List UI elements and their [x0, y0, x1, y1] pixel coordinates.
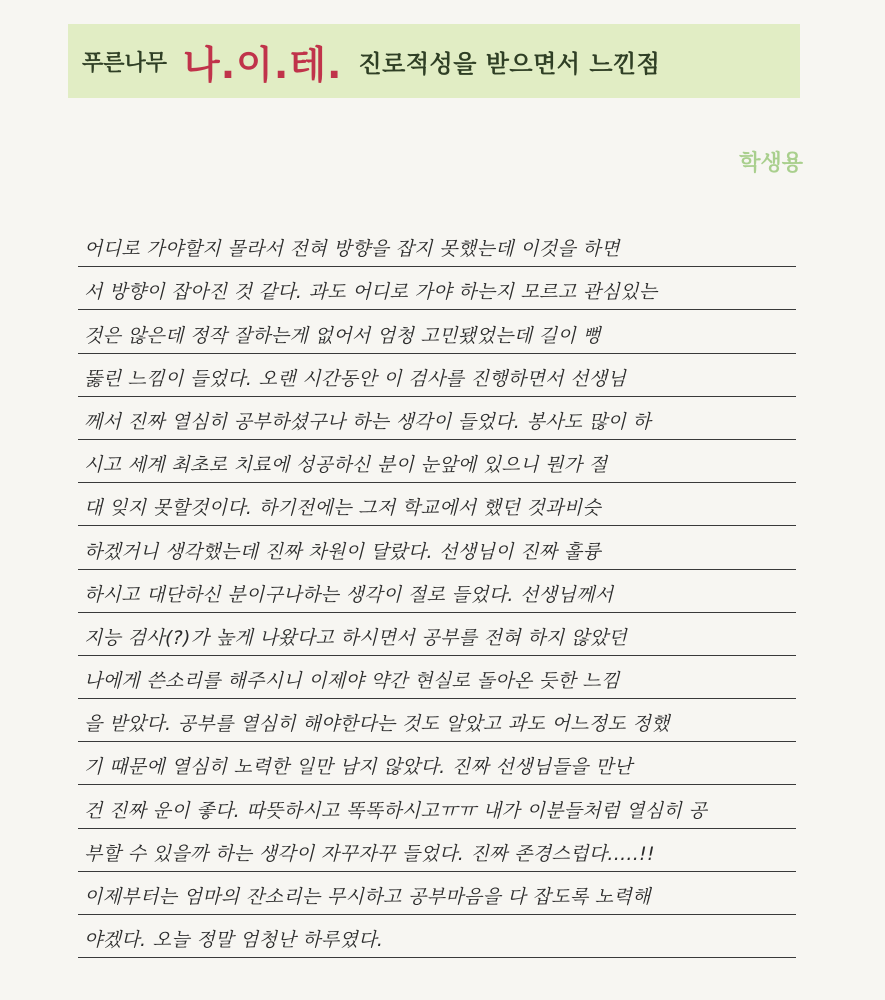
- ruled-line: [78, 267, 796, 310]
- header-banner: [68, 24, 800, 98]
- handwritten-text: 지능 검사(?)가 높게 나왔다고 하시면서 공부를 전혀 하지 않았던: [84, 626, 627, 649]
- handwritten-text: 시고 세계 최초로 치료에 성공하신 분이 눈앞에 있으니 뭔가 절: [84, 454, 608, 477]
- ruled-line: [78, 483, 796, 526]
- handwritten-text: 하겠거니 생각했는데 진짜 차원이 달랐다. 선생님이 진짜 훌륭: [84, 540, 602, 563]
- ruled-line: [78, 699, 796, 742]
- header-title: 진로적성을 받으면서 느낀점: [358, 49, 661, 78]
- ruled-line: [78, 829, 796, 872]
- handwritten-text: 야겠다. 오늘 정말 엄청난 하루였다.: [84, 929, 384, 952]
- handwritten-text: 건 진짜 운이 좋다. 따뜻하시고 똑똑하시고ㅠㅠ 내가 이분들처럼 열심히 공: [84, 799, 708, 822]
- header-brand: 나.이.테.: [183, 42, 343, 87]
- ruled-line: [78, 440, 796, 483]
- handwritten-text: 이제부터는 엄마의 잔소리는 무시하고 공부마음을 다 잡도록 노력해: [84, 886, 651, 908]
- ruled-line: [78, 310, 796, 353]
- ruled-line: [78, 915, 796, 958]
- student-tag: 학생용: [739, 151, 803, 176]
- handwritten-text: 대 잊지 못할것이다. 하기전에는 그저 학교에서 했던 것과비슷: [84, 497, 602, 520]
- handwritten-text: 부할 수 있을까 하는 생각이 자꾸자꾸 들었다. 진짜 존경스럽다.....!!: [84, 842, 655, 865]
- handwritten-text: 하시고 대단하신 분이구나하는 생각이 절로 들었다. 선생님께서: [84, 583, 614, 606]
- ruled-line: [78, 785, 796, 828]
- ruled-line: [78, 570, 796, 613]
- ruled-line: [78, 656, 796, 699]
- handwritten-text: 을 받았다. 공부를 열심히 해야한다는 것도 알았고 과도 어느정도 정했: [84, 713, 670, 736]
- handwritten-text: 나에게 쓴소리를 해주시니 이제야 약간 현실로 돌아온 듯한 느낌: [84, 670, 620, 693]
- handwritten-text: 어디로 가야할지 몰라서 전혀 방향을 잡지 못했는데 이것을 하면: [84, 238, 620, 261]
- ruled-line: [78, 224, 796, 267]
- ruled-line: [78, 526, 796, 569]
- handwritten-text: 기 때문에 열심히 노력한 일만 남지 않았다. 진짜 선생님들을 만난: [84, 756, 633, 779]
- handwritten-text: 께서 진짜 열심히 공부하셨구나 하는 생각이 들었다. 봉사도 많이 하: [84, 410, 652, 433]
- header-prefix: 푸른나무: [82, 50, 168, 76]
- handwritten-text: 뚫린 느낌이 들었다. 오랜 시간동안 이 검사를 진행하면서 선생님: [84, 367, 627, 390]
- ruled-line: [78, 397, 796, 440]
- handwritten-text: 서 방향이 잡아진 것 같다. 과도 어디로 가야 하는지 모르고 관심있는: [84, 281, 658, 304]
- handwritten-text: 것은 않은데 정작 잘하는게 없어서 엄청 고민됐었는데 길이 뻥: [84, 324, 602, 347]
- ruled-line: [78, 613, 796, 656]
- ruled-line: [78, 872, 796, 915]
- ruled-line: [78, 354, 796, 397]
- handwritten-body: [78, 224, 796, 958]
- ruled-line: [78, 742, 796, 785]
